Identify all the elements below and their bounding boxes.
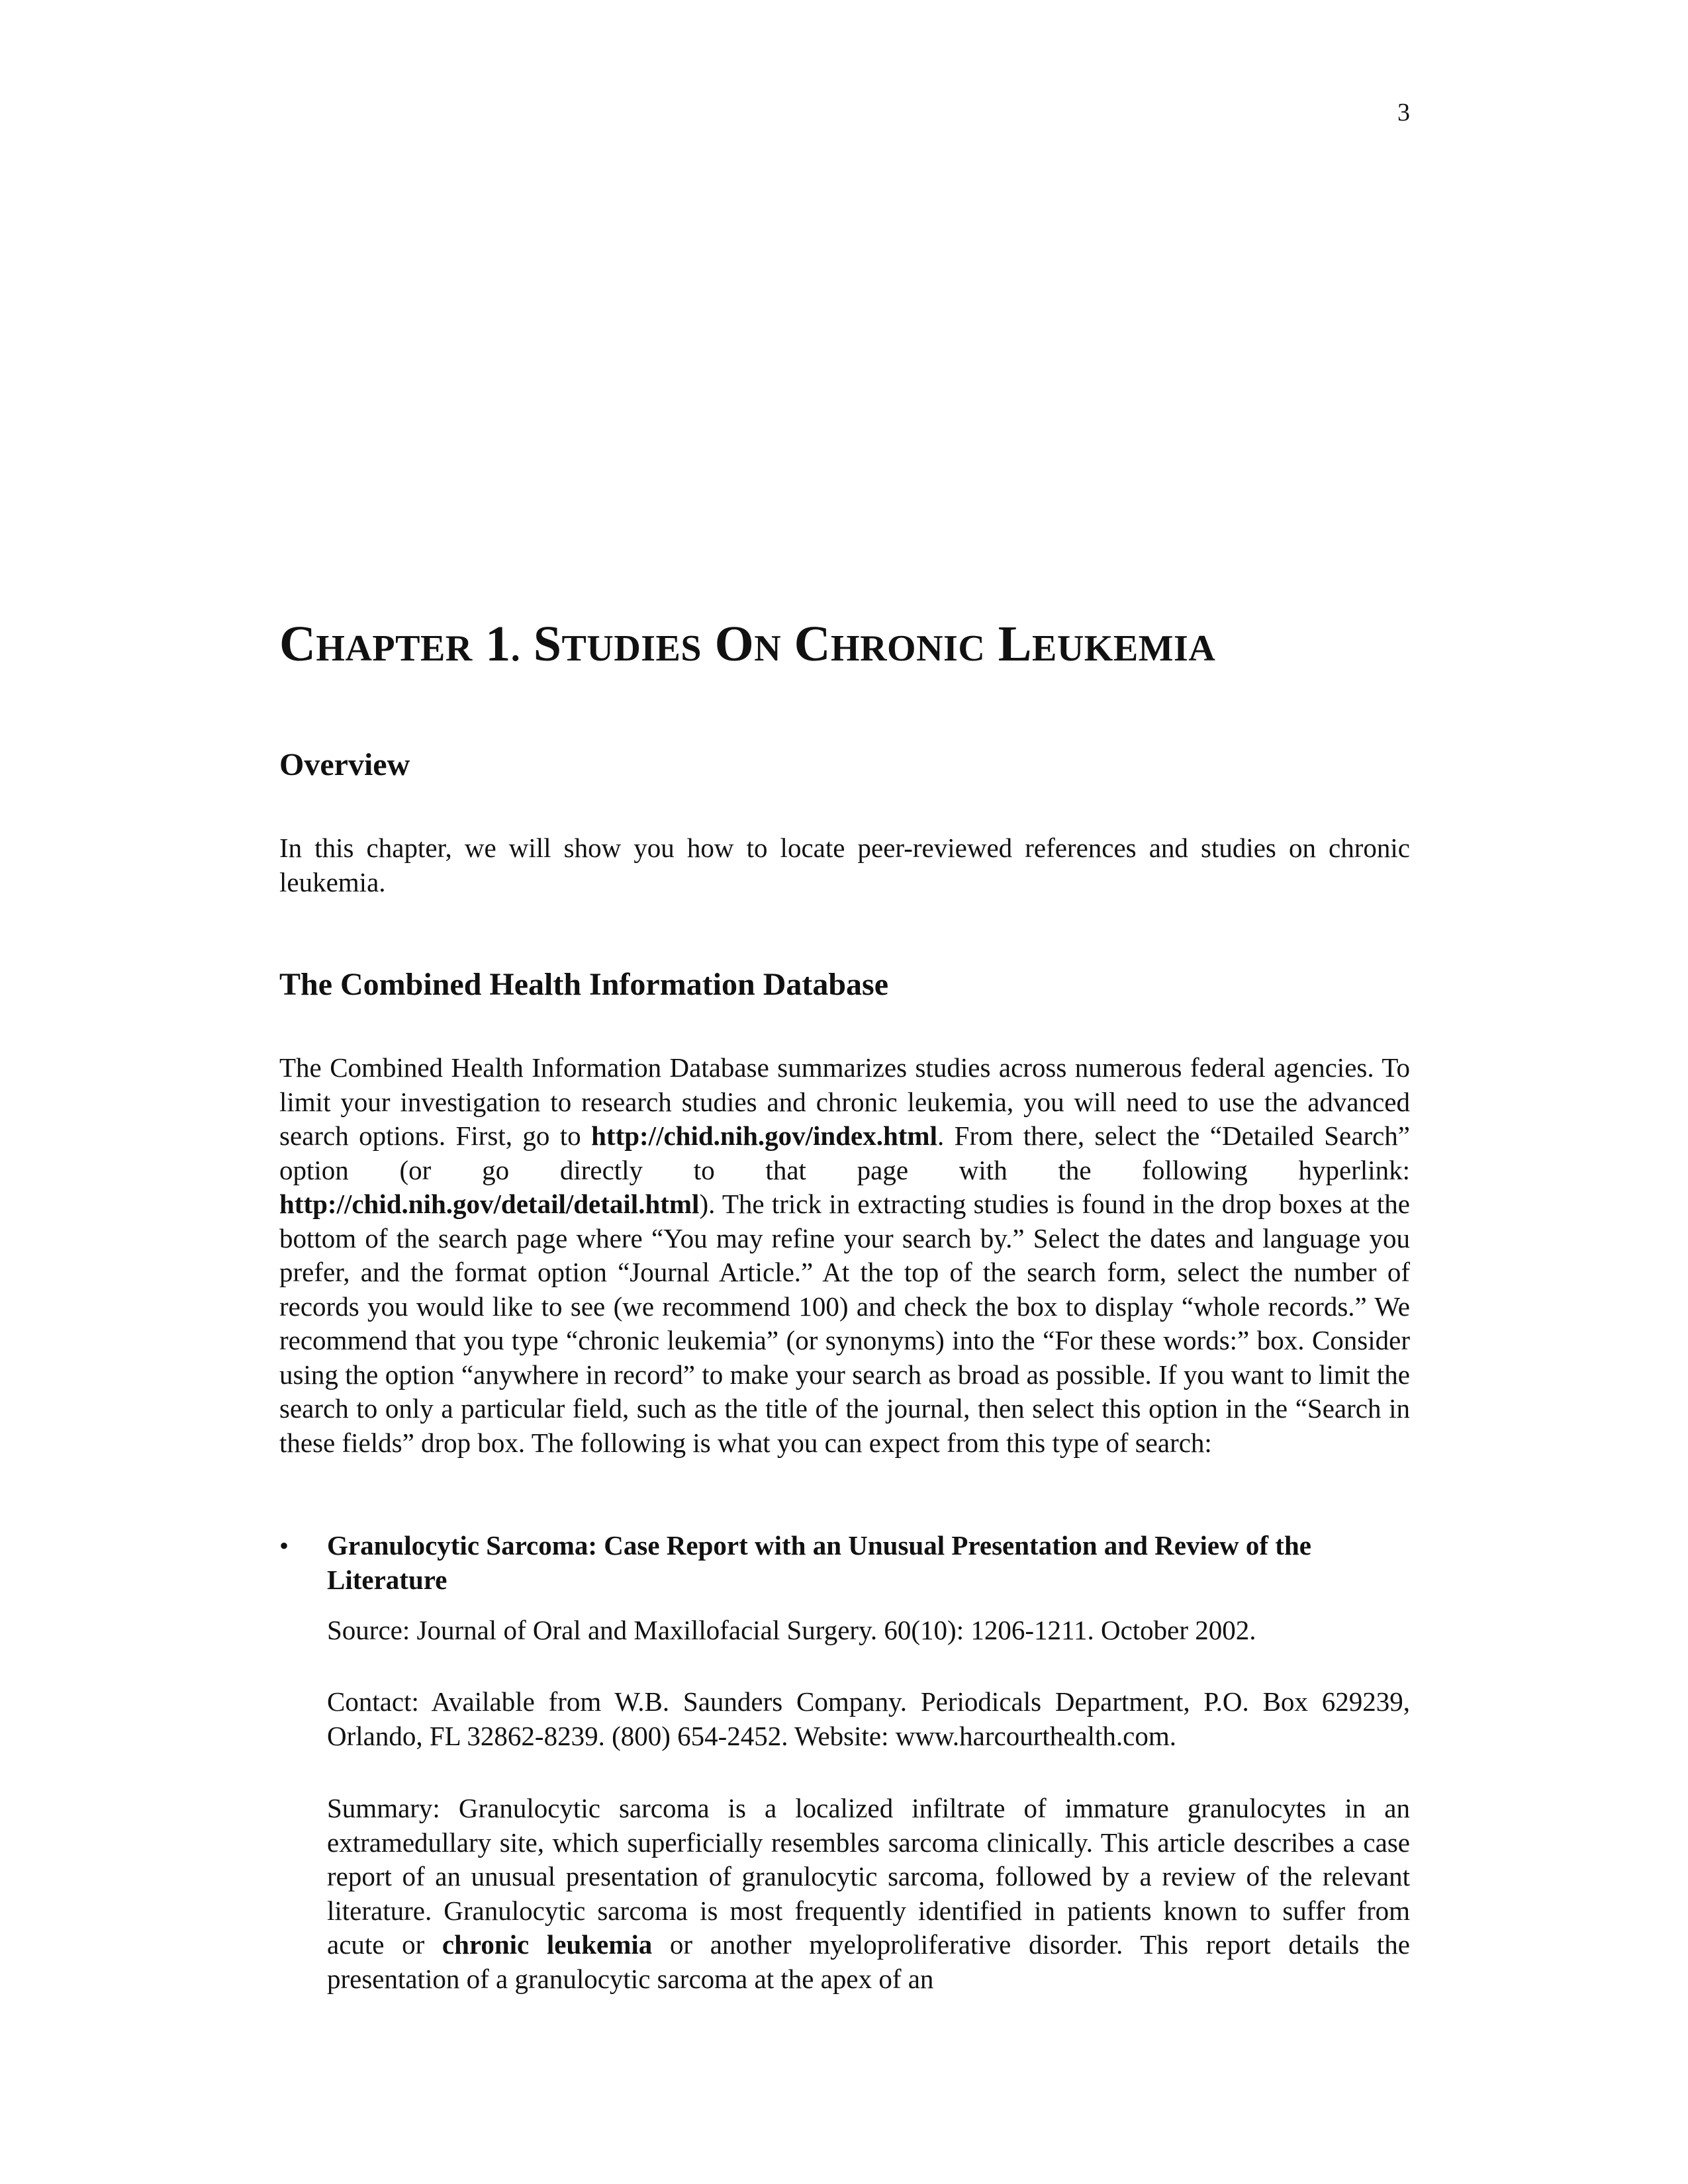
item-summary (327, 1792, 1410, 1996)
chid-paragraph (279, 1051, 1410, 1460)
chid-detail-link[interactable]: http://chid.nih.gov/detail/detail.html (279, 1189, 700, 1219)
item-title: Granulocytic Sarcoma: Case Report with an Unusual Presentation and Review of the Literature (327, 1530, 1311, 1595)
chid-text-3: ). The trick in extracting studies is found in the drop boxes at the bottom of the search page where “You may refine your search by.” Select the dates and language you prefer, and the format option “Journal Article.” At the top of the search form, select the number of records you would like to see (we recommend 100) and check the box to display “whole records.” We recommend that you type “chronic leukemia” (or synonyms) into the “For these words:” box. Consider using the option “anywhere in record” to make your search as broad as possible. If you want to limit the search to only a particular field, such as the title of the journal, then select this option in the “Search in these fields” drop box. The following is what you can expect from this type of search: (279, 1189, 1410, 1458)
item-summary-keyword: chronic leukemia (442, 1929, 653, 1960)
page-number: 3 (1397, 99, 1410, 126)
chid-heading: The Combined Health Information Database (279, 967, 889, 1002)
chid-index-link[interactable]: http://chid.nih.gov/index.html (591, 1120, 937, 1151)
overview-paragraph: In this chapter, we will show you how to locate peer-reviewed references and studies on chronic leukemia. (279, 833, 1410, 897)
item-summary-text-2: or another myeloproliferative disorder. This report details the presentation of a granulocytic sarcoma at the apex of an (327, 1929, 1410, 1994)
overview-heading: Overview (279, 747, 410, 782)
chid-text-1: The Combined Health Information Database summarizes studies across numerous federal agencies. To limit your investigation to research studies and chronic leukemia, you will need to use the advanced search options. First, go to (279, 1052, 1410, 1151)
chid-text-2: . From there, select the “Detailed Search” option (or go directly to that page with the following hyperlink: (279, 1120, 1410, 1185)
chapter-title (279, 615, 1215, 673)
item-summary-text-1: Summary: Granulocytic sarcoma is a localized infiltrate of immature granulocytes in an extramedullary site, which superficially resembles sarcoma clinically. This article describes a case report of an unusual presentation of granulocytic sarcoma, followed by a review of the relevant literature. Granulocytic sarcoma is most frequently identified in patients known to suffer from acute or (327, 1793, 1410, 1960)
bullet-icon: • (279, 1531, 289, 1561)
item-source: Source: Journal of Oral and Maxillofacial Surgery. 60(10): 1206-1211. October 2002. (327, 1615, 1256, 1645)
item-contact: Contact: Available from W.B. Saunders Company. Periodicals Department, P.O. Box 629239, Orlando, FL 32862-8239. (800) 654-2452. Website: www.harcourthealth.com. (327, 1686, 1410, 1751)
chapter-title-text: CHAPTER 1. STUDIES ON CHRONIC LEUKEMIA (279, 616, 1216, 672)
